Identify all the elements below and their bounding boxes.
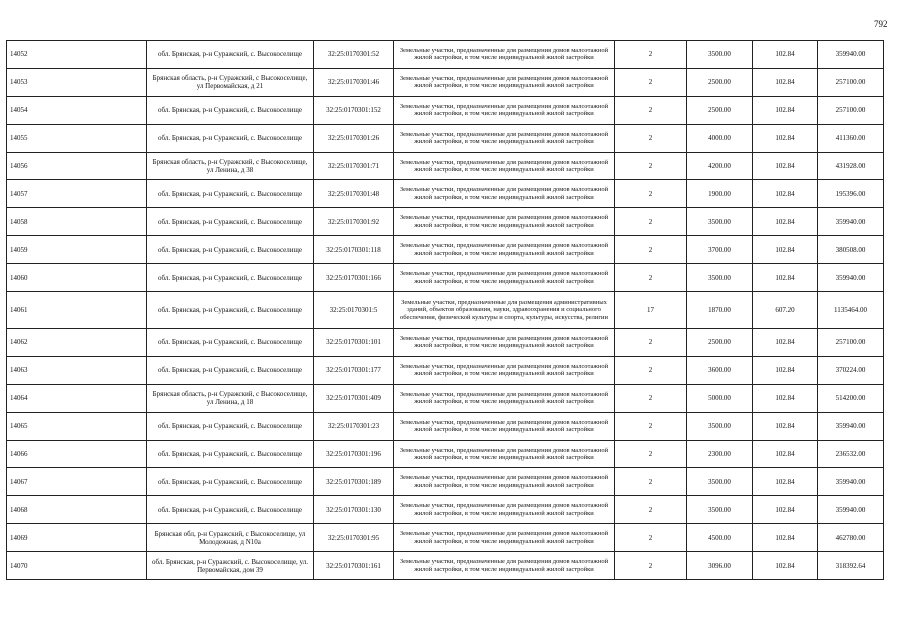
group-code-cell: 2 [615, 264, 687, 292]
address-cell: обл. Брянская, р-н Суражский, с. Высокоселище [147, 496, 314, 524]
cadastral-number-cell: 32:25:0170301:71 [314, 152, 394, 180]
group-code-cell: 2 [615, 208, 687, 236]
group-code-cell: 2 [615, 524, 687, 552]
table-row [7, 96, 884, 124]
land-use-cell: Земельные участки, предназначенные для размещения домов малоэтажной жилой застройки, в том числе индивидуальной жилой застройки [394, 264, 615, 292]
group-code-cell: 2 [615, 68, 687, 96]
land-use-cell: Земельные участки, предназначенные для размещения домов малоэтажной жилой застройки, в том числе индивидуальной жилой застройки [394, 496, 615, 524]
area-cell: 1870.00 [687, 292, 753, 329]
cadastral-value-cell: 380508.00 [818, 236, 884, 264]
cadastral-value-cell: 318392.64 [818, 552, 884, 580]
land-use-cell: Земельные участки, предназначенные для размещения домов малоэтажной жилой застройки, в том числе индивидуальной жилой застройки [394, 41, 615, 69]
row-number-cell: 14060 [7, 264, 147, 292]
land-use-cell: Земельные участки, предназначенные для размещения домов малоэтажной жилой застройки, в том числе индивидуальной жилой застройки [394, 356, 615, 384]
group-code-cell: 2 [615, 468, 687, 496]
specific-value-cell: 102.84 [753, 496, 818, 524]
group-code-cell: 2 [615, 329, 687, 357]
table-row [7, 180, 884, 208]
cadastral-value-cell: 359940.00 [818, 208, 884, 236]
cadastral-number-cell: 32:25:0170301:5 [314, 292, 394, 329]
row-number-cell: 14070 [7, 552, 147, 580]
cadastral-number-cell: 32:25:0170301:26 [314, 124, 394, 152]
area-cell: 3500.00 [687, 496, 753, 524]
table-body [7, 41, 884, 580]
table-row [7, 384, 884, 412]
cadastral-value-cell: 236532.00 [818, 440, 884, 468]
cadastral-value-cell: 462780.00 [818, 524, 884, 552]
address-cell: обл. Брянская, р-н Суражский, с. Высокоселище [147, 440, 314, 468]
area-cell: 3500.00 [687, 41, 753, 69]
row-number-cell: 14058 [7, 208, 147, 236]
land-use-cell: Земельные участки, предназначенные для размещения домов малоэтажной жилой застройки, в том числе индивидуальной жилой застройки [394, 524, 615, 552]
table-row [7, 41, 884, 69]
area-cell: 2500.00 [687, 96, 753, 124]
specific-value-cell: 102.84 [753, 236, 818, 264]
land-use-cell: Земельные участки, предназначенные для размещения домов малоэтажной жилой застройки, в том числе индивидуальной жилой застройки [394, 152, 615, 180]
cadastral-value-cell: 359940.00 [818, 496, 884, 524]
group-code-cell: 2 [615, 41, 687, 69]
row-number-cell: 14056 [7, 152, 147, 180]
cadastral-number-cell: 32:25:0170301:409 [314, 384, 394, 412]
row-number-cell: 14065 [7, 412, 147, 440]
specific-value-cell: 102.84 [753, 96, 818, 124]
cadastral-value-cell: 370224.00 [818, 356, 884, 384]
specific-value-cell: 607.20 [753, 292, 818, 329]
land-use-cell: Земельные участки, предназначенные для размещения домов малоэтажной жилой застройки, в том числе индивидуальной жилой застройки [394, 384, 615, 412]
area-cell: 2300.00 [687, 440, 753, 468]
area-cell: 3500.00 [687, 208, 753, 236]
cadastral-number-cell: 32:25:0170301:92 [314, 208, 394, 236]
land-use-cell: Земельные участки, предназначенные для размещения домов малоэтажной жилой застройки, в том числе индивидуальной жилой застройки [394, 180, 615, 208]
table-row [7, 124, 884, 152]
specific-value-cell: 102.84 [753, 384, 818, 412]
land-use-cell: Земельные участки, предназначенные для размещения домов малоэтажной жилой застройки, в том числе индивидуальной жилой застройки [394, 440, 615, 468]
group-code-cell: 2 [615, 412, 687, 440]
specific-value-cell: 102.84 [753, 180, 818, 208]
cadastral-number-cell: 32:25:0170301:196 [314, 440, 394, 468]
row-number-cell: 14062 [7, 329, 147, 357]
group-code-cell: 17 [615, 292, 687, 329]
address-cell: обл. Брянская, р-н Суражский, с. Высокоселище [147, 96, 314, 124]
group-code-cell: 2 [615, 96, 687, 124]
specific-value-cell: 102.84 [753, 41, 818, 69]
area-cell: 4000.00 [687, 124, 753, 152]
cadastral-number-cell: 32:25:0170301:189 [314, 468, 394, 496]
cadastral-value-cell: 359940.00 [818, 264, 884, 292]
specific-value-cell: 102.84 [753, 412, 818, 440]
row-number-cell: 14061 [7, 292, 147, 329]
area-cell: 3700.00 [687, 236, 753, 264]
address-cell: обл. Брянская, р-н Суражский, с. Высокоселище [147, 124, 314, 152]
land-use-cell: Земельные участки, предназначенные для размещения домов малоэтажной жилой застройки, в том числе индивидуальной жилой застройки [394, 552, 615, 580]
cadastral-value-cell: 257100.00 [818, 96, 884, 124]
cadastral-value-cell: 514200.00 [818, 384, 884, 412]
cadastral-number-cell: 32:25:0170301:118 [314, 236, 394, 264]
row-number-cell: 14064 [7, 384, 147, 412]
cadastral-value-cell: 359940.00 [818, 468, 884, 496]
cadastral-number-cell: 32:25:0170301:46 [314, 68, 394, 96]
cadastral-number-cell: 32:25:0170301:166 [314, 264, 394, 292]
land-use-cell: Земельные участки, предназначенные для размещения домов малоэтажной жилой застройки, в том числе индивидуальной жилой застройки [394, 236, 615, 264]
row-number-cell: 14068 [7, 496, 147, 524]
land-use-cell: Земельные участки, предназначенные для размещения домов малоэтажной жилой застройки, в том числе индивидуальной жилой застройки [394, 468, 615, 496]
address-cell: обл. Брянская, р-н Суражский, с. Высокоселище [147, 356, 314, 384]
table-row [7, 152, 884, 180]
group-code-cell: 2 [615, 236, 687, 264]
cadastral-number-cell: 32:25:0170301:177 [314, 356, 394, 384]
cadastral-value-cell: 1135464.00 [818, 292, 884, 329]
row-number-cell: 14052 [7, 41, 147, 69]
specific-value-cell: 102.84 [753, 440, 818, 468]
cadastral-number-cell: 32:25:0170301:130 [314, 496, 394, 524]
group-code-cell: 2 [615, 552, 687, 580]
address-cell: Брянская область, р-н Суражский, с Высокоселище, ул Первомайская, д 21 [147, 68, 314, 96]
table-row [7, 329, 884, 357]
area-cell: 3096.00 [687, 552, 753, 580]
land-use-cell: Земельные участки, предназначенные для размещения домов малоэтажной жилой застройки, в том числе индивидуальной жилой застройки [394, 124, 615, 152]
table-row [7, 496, 884, 524]
address-cell: обл. Брянская, р-н Суражский, с. Высокоселище [147, 329, 314, 357]
cadastral-value-cell: 411360.00 [818, 124, 884, 152]
address-cell: обл. Брянская, р-н Суражский, с. Высокоселище [147, 264, 314, 292]
cadastral-number-cell: 32:25:0170301:161 [314, 552, 394, 580]
table-row [7, 440, 884, 468]
cadastral-value-cell: 195396.00 [818, 180, 884, 208]
land-use-cell: Земельные участки, предназначенные для размещения домов малоэтажной жилой застройки, в том числе индивидуальной жилой застройки [394, 68, 615, 96]
table-row [7, 552, 884, 580]
address-cell: обл. Брянская, р-н Суражский, с. Высокоселище, ул. Первомайская, дом 39 [147, 552, 314, 580]
area-cell: 4200.00 [687, 152, 753, 180]
row-number-cell: 14057 [7, 180, 147, 208]
specific-value-cell: 102.84 [753, 68, 818, 96]
group-code-cell: 2 [615, 384, 687, 412]
table-row [7, 412, 884, 440]
address-cell: обл. Брянская, р-н Суражский, с. Высокоселище [147, 208, 314, 236]
area-cell: 4500.00 [687, 524, 753, 552]
area-cell: 2500.00 [687, 329, 753, 357]
row-number-cell: 14063 [7, 356, 147, 384]
cadastral-value-table [6, 40, 884, 580]
area-cell: 3500.00 [687, 468, 753, 496]
row-number-cell: 14067 [7, 468, 147, 496]
specific-value-cell: 102.84 [753, 356, 818, 384]
specific-value-cell: 102.84 [753, 524, 818, 552]
address-cell: обл. Брянская, р-н Суражский, с. Высокоселище [147, 41, 314, 69]
land-use-cell: Земельные участки, предназначенные для размещения домов малоэтажной жилой застройки, в том числе индивидуальной жилой застройки [394, 329, 615, 357]
address-cell: Брянская область, р-н Суражский, с Высокоселище, ул Ленина, д 18 [147, 384, 314, 412]
land-use-cell: Земельные участки, предназначенные для размещения домов малоэтажной жилой застройки, в том числе индивидуальной жилой застройки [394, 208, 615, 236]
row-number-cell: 14055 [7, 124, 147, 152]
area-cell: 3500.00 [687, 412, 753, 440]
cadastral-value-cell: 257100.00 [818, 68, 884, 96]
row-number-cell: 14069 [7, 524, 147, 552]
address-cell: обл. Брянская, р-н Суражский, с. Высокоселище [147, 180, 314, 208]
cadastral-number-cell: 32:25:0170301:23 [314, 412, 394, 440]
specific-value-cell: 102.84 [753, 552, 818, 580]
land-use-cell: Земельные участки, предназначенные для размещения домов малоэтажной жилой застройки, в том числе индивидуальной жилой застройки [394, 96, 615, 124]
table-row [7, 264, 884, 292]
cadastral-value-cell: 257100.00 [818, 329, 884, 357]
table-row [7, 68, 884, 96]
row-number-cell: 14053 [7, 68, 147, 96]
land-use-cell: Земельные участки, предназначенные для размещения домов малоэтажной жилой застройки, в том числе индивидуальной жилой застройки [394, 412, 615, 440]
area-cell: 2500.00 [687, 68, 753, 96]
group-code-cell: 2 [615, 440, 687, 468]
table-row [7, 236, 884, 264]
cadastral-number-cell: 32:25:0170301:52 [314, 41, 394, 69]
table-row [7, 356, 884, 384]
area-cell: 3600.00 [687, 356, 753, 384]
row-number-cell: 14054 [7, 96, 147, 124]
address-cell: обл. Брянская, р-н Суражский, с. Высокоселище [147, 412, 314, 440]
address-cell: Брянская обл, р-н Суражский, с Высокоселище, ул Молодежная, д N10а [147, 524, 314, 552]
table-row [7, 524, 884, 552]
area-cell: 1900.00 [687, 180, 753, 208]
cadastral-number-cell: 32:25:0170301:48 [314, 180, 394, 208]
group-code-cell: 2 [615, 152, 687, 180]
address-cell: обл. Брянская, р-н Суражский, с. Высокоселище [147, 292, 314, 329]
cadastral-value-cell: 431928.00 [818, 152, 884, 180]
land-use-cell: Земельные участки, предназначенные для размещения административных зданий, объектов образования, науки, здравоохранения и социального обеспечения, физической культуры и спорта, культуры, искусства, религии [394, 292, 615, 329]
specific-value-cell: 102.84 [753, 264, 818, 292]
table-row [7, 208, 884, 236]
address-cell: обл. Брянская, р-н Суражский, с. Высокоселище [147, 468, 314, 496]
group-code-cell: 2 [615, 124, 687, 152]
cadastral-number-cell: 32:25:0170301:152 [314, 96, 394, 124]
specific-value-cell: 102.84 [753, 208, 818, 236]
cadastral-value-cell: 359940.00 [818, 41, 884, 69]
area-cell: 3500.00 [687, 264, 753, 292]
specific-value-cell: 102.84 [753, 152, 818, 180]
specific-value-cell: 102.84 [753, 329, 818, 357]
specific-value-cell: 102.84 [753, 468, 818, 496]
group-code-cell: 2 [615, 356, 687, 384]
page-number: 792 [874, 19, 888, 29]
cadastral-value-cell: 359940.00 [818, 412, 884, 440]
group-code-cell: 2 [615, 496, 687, 524]
row-number-cell: 14066 [7, 440, 147, 468]
group-code-cell: 2 [615, 180, 687, 208]
table-row [7, 468, 884, 496]
address-cell: обл. Брянская, р-н Суражский, с. Высокоселище [147, 236, 314, 264]
table-row [7, 292, 884, 329]
address-cell: Брянская область, р-н Суражский, с Высокоселище, ул Ленина, д 38 [147, 152, 314, 180]
area-cell: 5000.00 [687, 384, 753, 412]
cadastral-number-cell: 32:25:0170301:95 [314, 524, 394, 552]
row-number-cell: 14059 [7, 236, 147, 264]
specific-value-cell: 102.84 [753, 124, 818, 152]
cadastral-number-cell: 32:25:0170301:101 [314, 329, 394, 357]
